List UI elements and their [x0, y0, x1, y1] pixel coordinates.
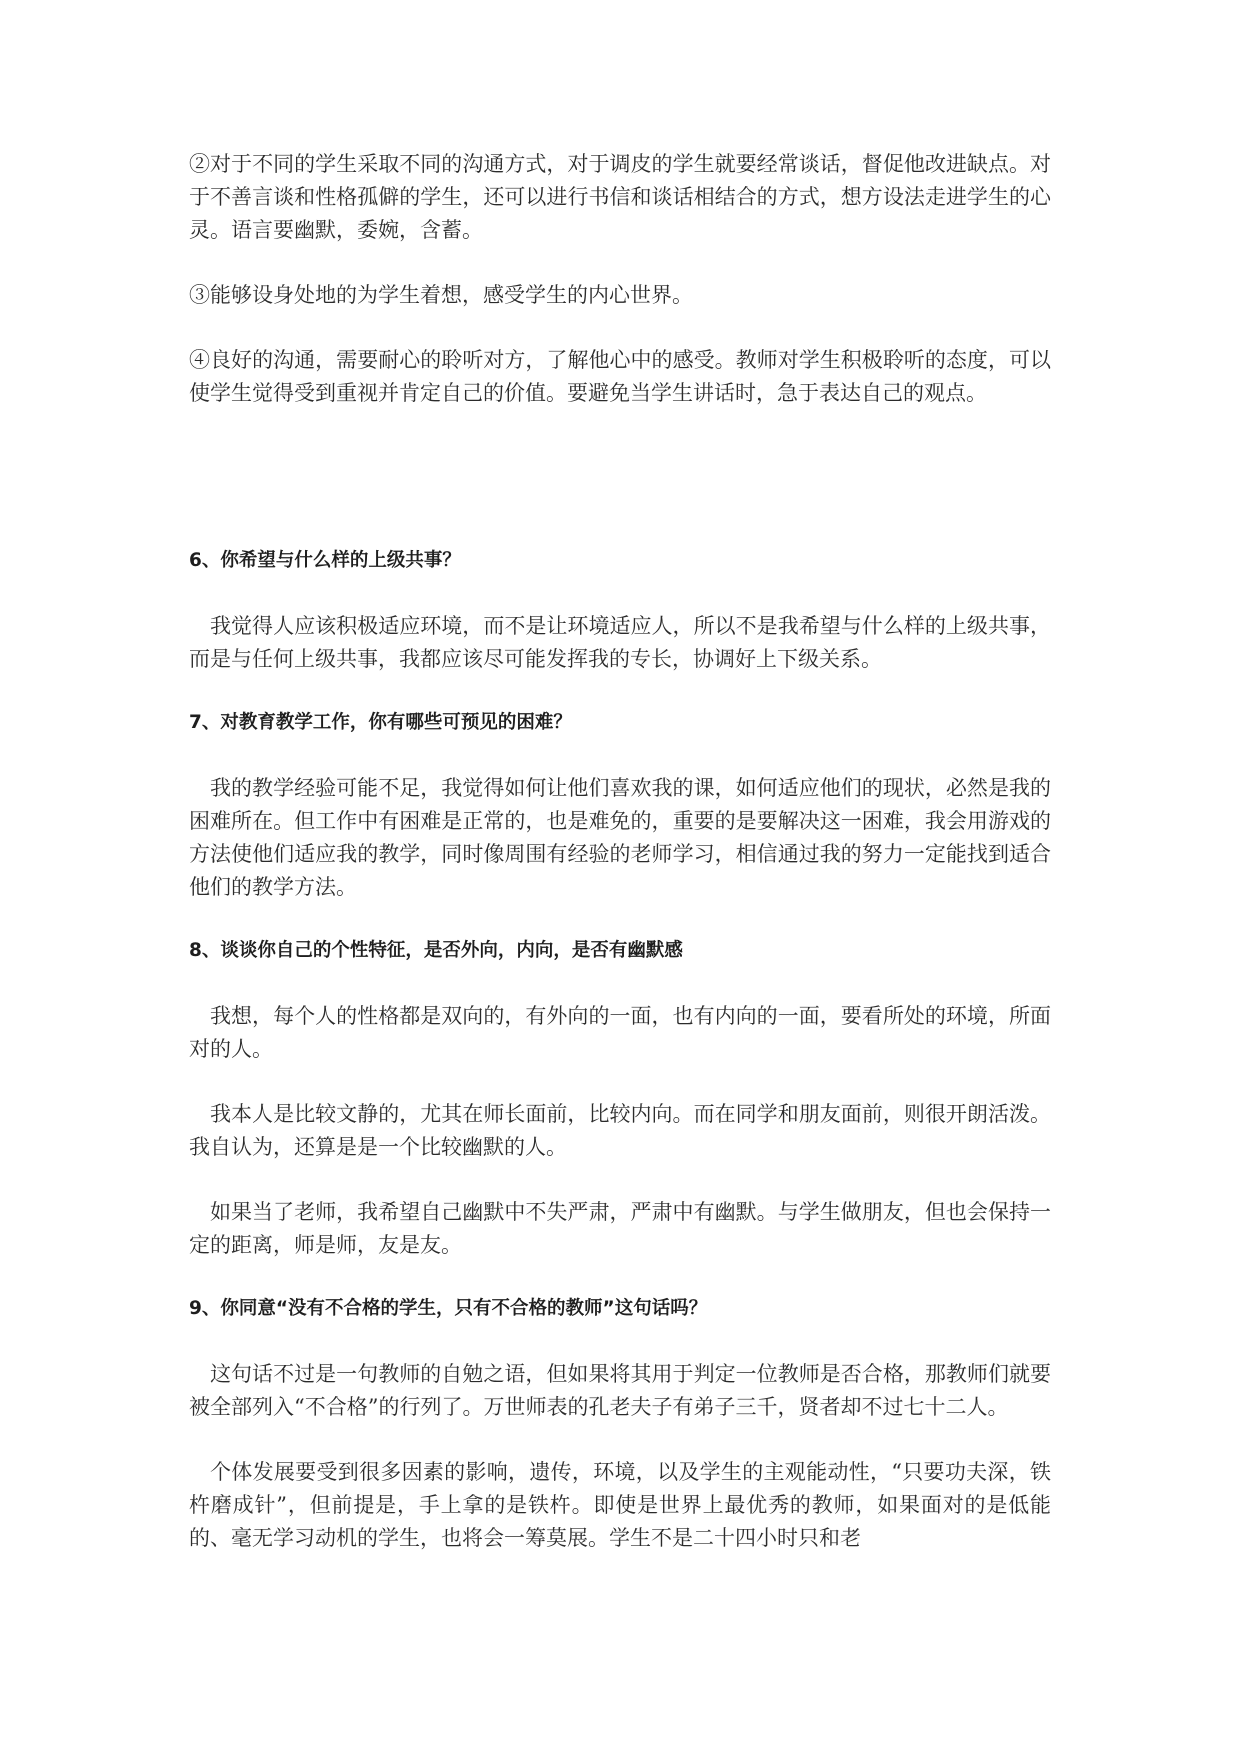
answer-7-paragraph: 我的教学经验可能不足，我觉得如何让他们喜欢我的课，如何适应他们的现状，必然是我的困难所在。但工作中有困难是正常的，也是难免的，重要的是要解决这一困难，我会用游戏的方法使他们适应我的教学，同时像周围有经验的老师学习，相信通过我的努力一定能找到适合他们的教学方法。 — [189, 776, 1051, 899]
question-9-heading: 9、你同意“没有不合格的学生，只有不合格的教师”这句话吗？ — [189, 1298, 708, 1319]
answer-9-paragraph-1: 这句话不过是一句教师的自勉之语，但如果将其用于判定一位教师是否合格，那教师们就要被全部列入“不合格”的行列了。万世师表的孔老夫子有弟子三千，贤者却不过七十二人。 — [189, 1362, 1051, 1419]
document-page — [189, 148, 1051, 1555]
answer-8-paragraph-1: 我想，每个人的性格都是双向的，有外向的一面，也有内向的一面，要看所处的环境，所面对的人。 — [189, 1004, 1051, 1061]
paragraph-point-4: ④良好的沟通，需要耐心的聆听对方，了解他心中的感受。教师对学生积极聆听的态度，可以使学生觉得受到重视并肯定自己的价值。要避免当学生讲话时，急于表达自己的观点。 — [189, 348, 1051, 405]
answer-9-paragraph-2: 个体发展要受到很多因素的影响，遗传，环境，以及学生的主观能动性，“只要功夫深，铁杵磨成针”，但前提是，手上拿的是铁杵。即使是世界上最优秀的教师，如果面对的是低能的、毫无学习动机的学生，也将会一筹莫展。学生不是二十四小时只和老 — [189, 1460, 1051, 1550]
answer-8-paragraph-2: 我本人是比较文静的，尤其在师长面前，比较内向。而在同学和朋友面前，则很开朗活泼。我自认为，还算是是一个比较幽默的人。 — [189, 1102, 1051, 1159]
question-7-heading: 7、对教育教学工作，你有哪些可预见的困难？ — [189, 712, 572, 733]
answer-6-paragraph: 我觉得人应该积极适应环境，而不是让环境适应人，所以不是我希望与什么样的上级共事，而是与任何上级共事，我都应该尽可能发挥我的专长，协调好上下级关系。 — [189, 614, 1051, 671]
paragraph-point-2: ②对于不同的学生采取不同的沟通方式，对于调皮的学生就要经常谈话，督促他改进缺点。对于不善言谈和性格孤僻的学生，还可以进行书信和谈话相结合的方式，想方设法走进学生的心灵。语言要幽默，委婉，含蓄。 — [189, 152, 1051, 242]
paragraph-point-3: ③能够设身处地的为学生着想，感受学生的内心世界。 — [189, 283, 693, 307]
question-6-heading: 6、你希望与什么样的上级共事？ — [189, 550, 461, 571]
answer-8-paragraph-3: 如果当了老师，我希望自己幽默中不失严肃，严肃中有幽默。与学生做朋友，但也会保持一定的距离，师是师，友是友。 — [189, 1200, 1051, 1257]
question-8-heading: 8、谈谈你自己的个性特征，是否外向，内向，是否有幽默感 — [189, 940, 683, 961]
